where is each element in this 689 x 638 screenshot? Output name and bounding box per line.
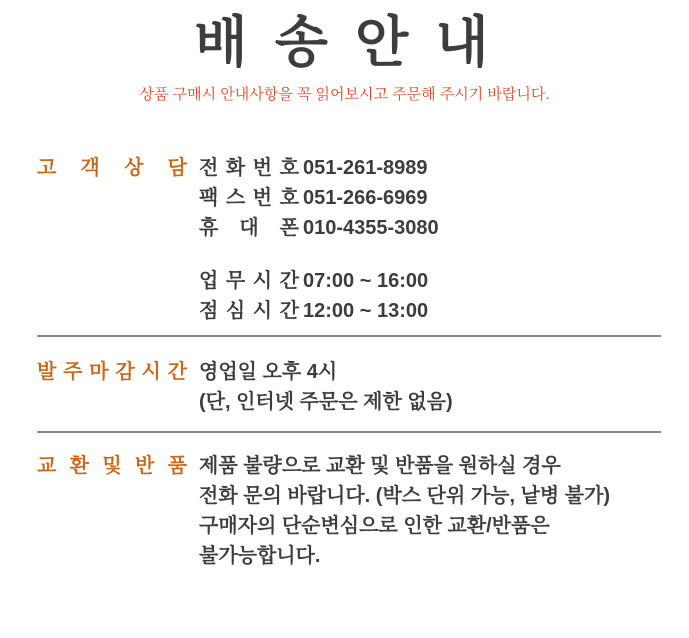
- mobile-phone-label: 휴 대 폰: [199, 217, 299, 239]
- phone-number-line: [199, 153, 661, 183]
- order-deadline-content: [199, 357, 661, 417]
- order-deadline-line: 영업일 오후 4시: [199, 361, 338, 383]
- page-subtitle: 상품 구매시 안내사항을 꼭 읽어보시고 주문해 주시기 바랍니다.: [139, 86, 550, 103]
- section-label-customer-service: 고 객 상 담: [37, 157, 187, 179]
- business-hours-value: 07:00 ~ 16:00: [303, 270, 429, 292]
- section-customer-service: [37, 153, 661, 326]
- mobile-phone-line: [199, 213, 661, 243]
- business-hours-block: [199, 266, 661, 326]
- exchange-return-line: 불가능합니다.: [199, 545, 321, 567]
- order-deadline-note: (단, 인터넷 주문은 제한 없음): [199, 391, 453, 413]
- section-exchange-return: [37, 451, 661, 571]
- exchange-return-line: 구매자의 단순변심으로 인한 교환/반품은: [199, 515, 550, 537]
- divider: [37, 335, 661, 337]
- exchange-return-content: [199, 451, 661, 571]
- lunch-hours-label: 점 심 시 간: [199, 300, 299, 322]
- page-title: 배 송 안 내: [194, 11, 495, 73]
- fax-number-value: 051-266-6969: [303, 187, 428, 209]
- business-hours-label: 업 무 시 간: [199, 270, 299, 292]
- lunch-hours-line: [199, 296, 661, 326]
- section-label-order-deadline: 발 주 마 감 시 간: [37, 361, 187, 383]
- exchange-return-line: 전화 문의 바랍니다. (박스 단위 가능, 낱병 불가): [199, 485, 611, 507]
- business-hours-line: [199, 266, 661, 296]
- fax-number-line: [199, 183, 661, 213]
- section-order-deadline: [37, 357, 661, 417]
- section-label-exchange-return: 교 환 및 반 품: [37, 455, 187, 477]
- phone-number-value: 051-261-8989: [303, 157, 428, 179]
- mobile-phone-value: 010-4355-3080: [303, 217, 439, 239]
- info-sections: [0, 153, 689, 571]
- exchange-return-line: 제품 불량으로 교환 및 반품을 원하실 경우: [199, 455, 561, 477]
- lunch-hours-value: 12:00 ~ 13:00: [303, 300, 429, 322]
- phone-number-label: 전 화 번 호: [199, 157, 299, 179]
- customer-service-content: [199, 153, 661, 326]
- fax-number-label: 팩 스 번 호: [199, 187, 299, 209]
- divider: [37, 431, 661, 433]
